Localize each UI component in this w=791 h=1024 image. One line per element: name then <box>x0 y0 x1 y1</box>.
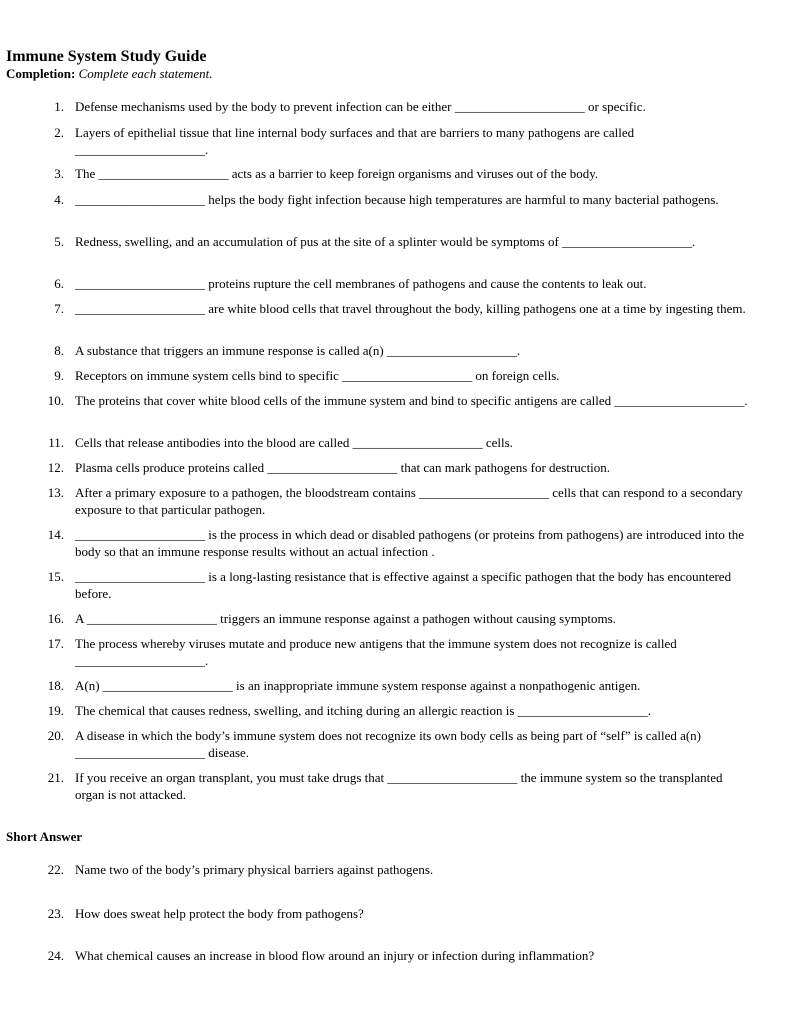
short-answer-heading: Short Answer <box>6 829 83 844</box>
question-number: 8. <box>54 343 64 358</box>
question-text: Redness, swelling, and an accumulation of pus at the site of a splinter would be symptoms of ____________________. <box>75 234 696 249</box>
question-number: 19. <box>47 703 64 718</box>
question-number: 2. <box>54 125 64 140</box>
question-text: A disease in which the body’s immune system does not recognize its own body cells as being part of “self” is called a(n) ____________________ disease. <box>75 728 702 760</box>
page-title: Immune System Study Guide <box>6 48 207 65</box>
question-text: ____________________ are white blood cells that travel throughout the body, killing pathogens one at a time by ingesting them. <box>75 301 746 316</box>
question-text: Plasma cells produce proteins called ____________________ that can mark pathogens for destruction. <box>75 460 611 475</box>
question-text: ____________________ proteins rupture the cell membranes of pathogens and cause the contents to leak out. <box>75 276 647 291</box>
completion-instructions <box>6 66 213 82</box>
question-number: 7. <box>54 301 64 316</box>
question-number: 17. <box>47 636 64 651</box>
question-number: 22. <box>47 862 64 877</box>
question-number: 18. <box>47 678 64 693</box>
question-number: 16. <box>47 611 64 626</box>
question-number: 12. <box>47 460 64 475</box>
question-text: A substance that triggers an immune response is called a(n) ____________________. <box>75 343 521 358</box>
question-number: 9. <box>54 368 64 383</box>
question-number: 20. <box>47 728 64 743</box>
question-number: 15. <box>47 569 64 584</box>
question-text: Receptors on immune system cells bind to specific ____________________ on foreign cells. <box>75 368 560 383</box>
question-text: ____________________ is a long-lasting resistance that is effective against a specific pathogen that the body has encountered before. <box>75 569 732 601</box>
question-number: 14. <box>47 527 64 542</box>
question-number: 23. <box>47 906 64 921</box>
question-number: 1. <box>54 99 64 114</box>
question-number: 3. <box>54 166 64 181</box>
question-text: How does sweat help protect the body from pathogens? <box>75 906 364 921</box>
question-text: If you receive an organ transplant, you must take drugs that ____________________ the immune system so the transplanted organ is not attacked. <box>75 770 723 802</box>
question-number: 6. <box>54 276 64 291</box>
completion-label: Completion: <box>6 66 76 81</box>
question-number: 4. <box>54 192 64 207</box>
question-text: After a primary exposure to a pathogen, the bloodstream contains ____________________ cells that can respond to a secondary exposure to that particular pathogen. <box>75 485 743 517</box>
question-number: 24. <box>47 948 64 963</box>
question-text: Cells that release antibodies into the blood are called ____________________ cells. <box>75 435 513 450</box>
question-text: Layers of epithelial tissue that line internal body surfaces and that are barriers to many pathogens are called ____________________. <box>75 125 635 157</box>
question-number: 13. <box>47 485 64 500</box>
question-text: A ____________________ triggers an immune response against a pathogen without causing symptoms. <box>75 611 616 626</box>
completion-instruction-text: Complete each statement. <box>78 66 213 81</box>
question-number: 10. <box>47 393 64 408</box>
question-number: 21. <box>47 770 64 785</box>
question-text: Name two of the body’s primary physical barriers against pathogens. <box>75 862 434 877</box>
question-number: 11. <box>48 435 64 450</box>
question-text: The ____________________ acts as a barrier to keep foreign organisms and viruses out of the body. <box>75 166 599 181</box>
question-text: What chemical causes an increase in blood flow around an injury or infection during inflammation? <box>75 948 595 963</box>
question-text: The proteins that cover white blood cells of the immune system and bind to specific antigens are called ____________________. <box>75 393 748 408</box>
question-text: A(n) ____________________ is an inappropriate immune system response against a nonpathogenic antigen. <box>75 678 641 693</box>
question-text: ____________________ helps the body fight infection because high temperatures are harmful to many bacterial pathogens. <box>75 192 719 207</box>
question-text: Defense mechanisms used by the body to prevent infection can be either ____________________ or specific. <box>75 99 646 114</box>
question-text: The chemical that causes redness, swelling, and itching during an allergic reaction is ____________________. <box>75 703 651 718</box>
question-text: ____________________ is the process in which dead or disabled pathogens (or proteins from pathogens) are introduced into the body so that an immune response results without an actual infection . <box>75 527 744 559</box>
question-text: The process whereby viruses mutate and produce new antigens that the immune system does not recognize is called ____________________. <box>75 636 677 668</box>
question-number: 5. <box>54 234 64 249</box>
